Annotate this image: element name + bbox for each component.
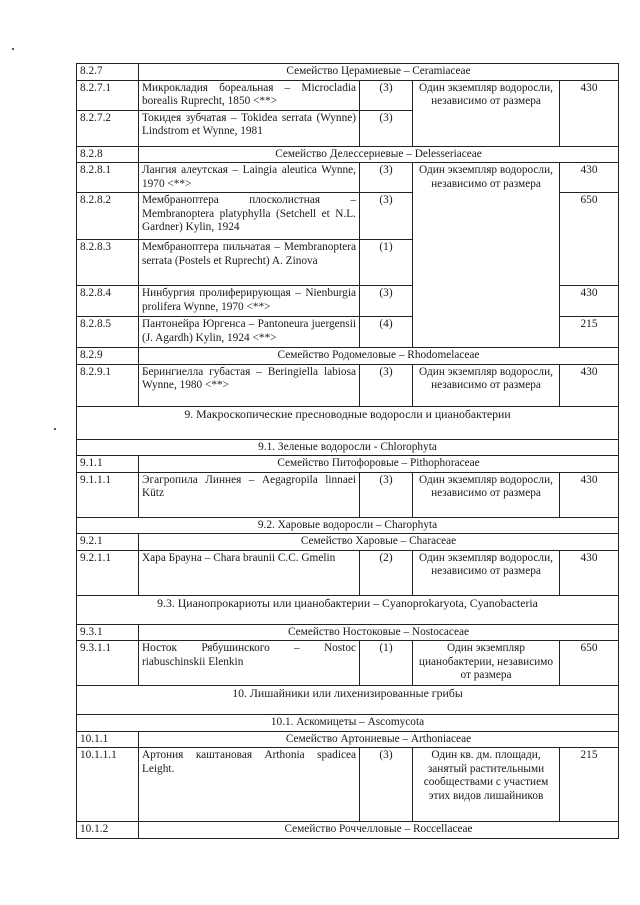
unit-of-measure: Один экземпляр водоросли, независимо от размера [413,364,560,406]
subsection-row [77,517,619,534]
price: 650 [560,641,619,686]
species-name: Мембраноптера плосколистная – Membranoptera platyphylla (Setchell et N.L. Gardner) Kylin, 1924 [139,193,360,240]
row-code: 9.1.1.1 [77,472,139,517]
price: 430 [560,286,619,317]
category: (2) [360,550,413,595]
category: (3) [360,110,413,146]
row-code: 9.3.1 [77,624,139,641]
family-row [77,624,619,641]
row-code: 9.3.1.1 [77,641,139,686]
row-code: 10.1.2 [77,822,139,839]
price: 215 [560,748,619,822]
row-code: 10.1.1 [77,731,139,748]
family-title: Семейство Артониевые – Arthoniaceae [139,731,619,748]
row-code: 8.2.8.5 [77,317,139,348]
species-name: Нинбургия пролиферирующая – Nienburgia prolifera Wynne, 1970 <**> [139,286,360,317]
row-code: 8.2.7 [77,64,139,81]
unit-of-measure: Один экземпляр водоросли, независимо от размера [413,163,560,348]
row-code: 8.2.8.1 [77,163,139,193]
unit-of-measure: Один экземпляр водоросли, независимо от размера [413,80,560,146]
family-row [77,822,619,839]
species-row [77,641,619,686]
species-name: Лангия алеутская – Laingia aleutica Wynne, 1970 <**> [139,163,360,193]
price: 430 [560,80,619,146]
category: (3) [360,193,413,240]
species-tariff-table [76,63,619,839]
category: (4) [360,317,413,348]
row-code: 8.2.7.2 [77,110,139,146]
family-title: Семейство Роччелловые – Roccellaceae [139,822,619,839]
price: 430 [560,364,619,406]
subsection-row [77,439,619,456]
section-title: 10. Лишайники или лихенизированные грибы [77,686,619,715]
category: (1) [360,641,413,686]
category: (1) [360,240,413,286]
subsection-title: 9.1. Зеленые водоросли - Chlorophyta [77,439,619,456]
row-code: 8.2.9.1 [77,364,139,406]
section-row [77,686,619,715]
family-row [77,64,619,81]
row-code: 9.2.1.1 [77,550,139,595]
family-row [77,456,619,473]
subsection-row [77,595,619,624]
category: (3) [360,364,413,406]
species-name: Носток Рябушинского – Nostoc riabuschinskii Elenkin [139,641,360,686]
row-code: 8.2.7.1 [77,80,139,110]
family-title: Семейство Церамиевые – Ceramiaceae [139,64,619,81]
row-code: 10.1.1.1 [77,748,139,822]
species-name: Берингиелла губастая – Beringiella labiosa Wynne, 1980 <**> [139,364,360,406]
price: 430 [560,163,619,193]
species-row [77,472,619,517]
price: 430 [560,550,619,595]
subsection-title: 10.1. Аскомицеты – Ascomycota [77,715,619,732]
price: 430 [560,472,619,517]
family-row [77,348,619,365]
family-row [77,534,619,551]
category: (3) [360,163,413,193]
category: (3) [360,286,413,317]
scan-speck [54,428,56,430]
unit-of-measure: Один экземпляр водоросли, независимо от размера [413,472,560,517]
family-title: Семейство Родомеловые – Rhodomelaceae [139,348,619,365]
family-title: Семейство Харовые – Characeae [139,534,619,551]
species-name: Хара Брауна – Chara braunii C.C. Gmelin [139,550,360,595]
subsection-title: 9.3. Цианопрокариоты или цианобактерии – Cyanoprokaryota, Cyanobacteria [77,595,619,624]
section-row [77,406,619,439]
species-name: Микрокладия бореальная – Microcladia borealis Ruprecht, 1850 <**> [139,80,360,110]
unit-of-measure: Один кв. дм. площади, занятый растительными сообществами с участием этих видов лишайников [413,748,560,822]
family-title: Семейство Ностоковые – Nostocaceae [139,624,619,641]
row-code: 8.2.8 [77,146,139,163]
species-name: Пантонейра Юргенса – Pantoneura juergensii (J. Agardh) Kylin, 1924 <**> [139,317,360,348]
row-code: 8.2.8.3 [77,240,139,286]
unit-of-measure: Один экземпляр водоросли, независимо от размера [413,550,560,595]
row-code: 8.2.9 [77,348,139,365]
category: (3) [360,80,413,110]
species-name: Токидея зубчатая – Tokidea serrata (Wynne) Lindstrom et Wynne, 1981 [139,110,360,146]
family-title: Семейство Питофоровые – Pithophoraceae [139,456,619,473]
species-name: Мембраноптера пильчатая – Membranoptera serrata (Postels et Ruprecht) A. Zinova [139,240,360,286]
species-row [77,748,619,822]
price: 650 [560,193,619,286]
species-row [77,550,619,595]
species-row [77,364,619,406]
species-name: Артония каштановая Arthonia spadicea Leight. [139,748,360,822]
category: (3) [360,748,413,822]
unit-of-measure: Один экземпляр цианобактерии, независимо от размера [413,641,560,686]
family-row [77,731,619,748]
row-code: 8.2.8.2 [77,193,139,240]
category: (3) [360,472,413,517]
species-row [77,163,619,193]
subsection-row [77,715,619,732]
family-title: Семейство Делессериевые – Delesseriaceae [139,146,619,163]
scan-speck [12,48,14,50]
species-name: Эгагропила Линнея – Aegagropila linnaei Kütz [139,472,360,517]
family-row [77,146,619,163]
species-row [77,80,619,110]
subsection-title: 9.2. Харовые водоросли – Charophyta [77,517,619,534]
section-title: 9. Макроскопические пресноводные водоросли и цианобактерии [77,406,619,439]
price: 215 [560,317,619,348]
row-code: 8.2.8.4 [77,286,139,317]
row-code: 9.2.1 [77,534,139,551]
row-code: 9.1.1 [77,456,139,473]
